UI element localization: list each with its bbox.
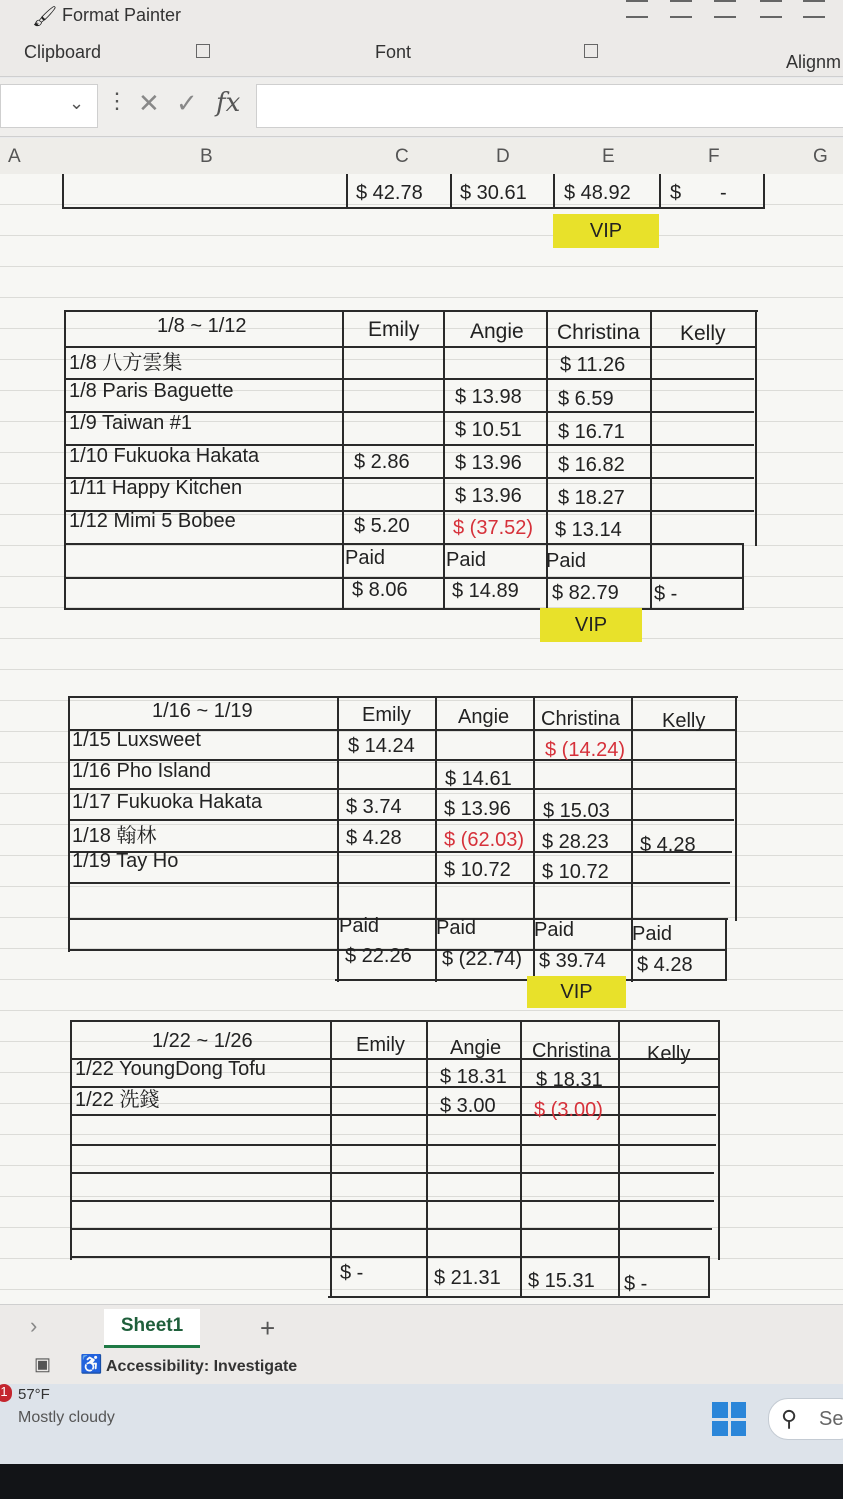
chevron-down-icon[interactable]: ⌄ xyxy=(69,93,85,113)
name-box[interactable] xyxy=(0,84,98,128)
search-label: Se xyxy=(819,1408,843,1430)
add-sheet-button[interactable]: + xyxy=(260,1313,276,1343)
alignment-group-label: Alignm xyxy=(786,52,842,72)
grid-line xyxy=(763,174,765,208)
grid-line xyxy=(618,1020,620,1298)
table1-cell[interactable]: $ 13.96 xyxy=(455,452,522,474)
top-total-kelly[interactable]: $ xyxy=(670,182,682,204)
grid-line xyxy=(735,696,737,921)
format-painter-icon[interactable]: 🖌 xyxy=(32,6,58,28)
grid-line xyxy=(70,1228,712,1230)
grid-line xyxy=(346,174,348,208)
table1-cell[interactable]: $ 5.20 xyxy=(354,515,410,537)
grid-line xyxy=(337,696,339,982)
table1-paid[interactable]: Paid xyxy=(345,547,386,569)
table2-cell[interactable]: $ 10.72 xyxy=(444,859,511,881)
grid-line xyxy=(450,174,452,208)
table2-header-christina[interactable]: Christina xyxy=(541,708,620,730)
vip-badge[interactable]: VIP xyxy=(553,214,659,248)
grid-line xyxy=(520,1020,522,1298)
table2-row-name[interactable]: 1/19 Tay Ho xyxy=(72,850,179,872)
grid-line xyxy=(553,174,555,208)
sheet-tab-sheet1[interactable]: Sheet1 xyxy=(104,1309,200,1348)
table2-paid[interactable]: Paid xyxy=(534,919,575,941)
table2-paid[interactable]: Paid xyxy=(632,923,673,945)
column-header-a[interactable]: A xyxy=(8,146,21,167)
table3-cell[interactable]: $ 3.00 xyxy=(440,1095,496,1117)
grid-line xyxy=(70,1020,72,1260)
taskbar xyxy=(0,1384,843,1464)
table3-total-angie[interactable]: $ 21.31 xyxy=(434,1267,501,1289)
table3-total-christina[interactable]: $ 15.31 xyxy=(528,1270,595,1292)
align-right-icon[interactable] xyxy=(714,0,736,18)
grid-line xyxy=(755,310,757,546)
table1-row-name[interactable]: 1/11 Happy Kitchen xyxy=(69,477,243,499)
table2-cell[interactable]: $ 13.96 xyxy=(444,798,511,820)
sheet-grid[interactable] xyxy=(0,174,843,1304)
sheet-tab-bar xyxy=(0,1304,843,1351)
table2-cell[interactable]: $ 14.61 xyxy=(445,768,512,790)
table2-paid[interactable]: Paid xyxy=(436,917,477,939)
table1-cell[interactable]: $ 18.27 xyxy=(558,487,625,509)
table3-row-name[interactable]: 1/22 YoungDong Tofu xyxy=(75,1058,266,1080)
table1-title[interactable]: 1/8 ~ 1/12 xyxy=(157,315,247,337)
grid-line xyxy=(70,1256,710,1258)
column-headers xyxy=(0,138,843,175)
table3-cell[interactable]: $ 18.31 xyxy=(440,1066,507,1088)
table2-cell[interactable]: $ 15.03 xyxy=(543,800,610,822)
grid-line xyxy=(68,788,736,790)
windows-start-icon[interactable] xyxy=(712,1402,746,1436)
grid-line xyxy=(443,310,445,610)
table3-cell-negative[interactable]: $ (3.00) xyxy=(534,1099,603,1121)
grid-line xyxy=(659,174,661,208)
table2-cell[interactable]: $ 4.28 xyxy=(640,834,696,856)
table1-row-name[interactable]: 1/8 Paris Baguette xyxy=(69,380,234,402)
grid-line xyxy=(68,819,734,821)
grid-line xyxy=(742,543,744,610)
grid-line xyxy=(68,696,738,698)
increase-indent-icon[interactable] xyxy=(803,0,825,18)
table3-header-christina[interactable]: Christina xyxy=(532,1040,611,1062)
grid-line xyxy=(328,1296,710,1298)
table1-header-kelly[interactable]: Kelly xyxy=(680,322,726,345)
vip-badge[interactable]: VIP xyxy=(527,976,626,1008)
table2-row-name[interactable]: 1/17 Fukuoka Hakata xyxy=(72,791,263,813)
table2-header-kelly[interactable]: Kelly xyxy=(662,710,706,732)
table1-cell[interactable]: $ 16.82 xyxy=(558,454,625,476)
column-header-d[interactable]: D xyxy=(496,146,510,167)
table1-total-emily[interactable]: $ 8.06 xyxy=(352,579,408,601)
weather-desc[interactable]: Mostly cloudy xyxy=(18,1409,115,1426)
notification-badge[interactable]: 1 xyxy=(0,1384,12,1402)
table1-cell[interactable]: $ 11.26 xyxy=(560,354,626,376)
macro-recorder-icon[interactable]: ▣ xyxy=(34,1354,52,1374)
grid-line xyxy=(64,310,66,610)
table1-cell[interactable]: $ 6.59 xyxy=(558,388,614,410)
table1-row-name[interactable]: 1/10 Fukuoka Hakata xyxy=(69,445,260,467)
table1-row-name[interactable]: 1/8 八方雲集 xyxy=(69,352,183,374)
top-total-angie[interactable]: $ 30.61 xyxy=(460,182,527,204)
grid-line xyxy=(426,1020,428,1298)
monitor-bezel xyxy=(0,1464,843,1499)
grid-line xyxy=(68,918,728,920)
grid-line xyxy=(70,1020,720,1022)
table1-cell[interactable]: $ 13.98 xyxy=(455,386,522,408)
table1-cell[interactable]: $ 13.96 xyxy=(455,485,522,507)
table1-total-christina[interactable]: $ 82.79 xyxy=(552,582,619,604)
insert-function-icon[interactable]: fx xyxy=(216,88,241,118)
column-header-g[interactable]: G xyxy=(813,146,828,167)
cancel-icon[interactable]: ✕ xyxy=(138,88,160,118)
clipboard-launcher-icon[interactable] xyxy=(196,44,210,58)
table3-header-emily[interactable]: Emily xyxy=(356,1034,405,1056)
table1-cell[interactable]: $ 10.51 xyxy=(455,419,522,441)
table3-total-emily[interactable]: $ - xyxy=(340,1262,364,1284)
taskbar-search[interactable] xyxy=(768,1398,843,1440)
table2-paid[interactable]: Paid xyxy=(339,915,380,937)
formula-bar xyxy=(0,78,843,137)
ribbon xyxy=(0,0,843,77)
table1-paid[interactable]: Paid xyxy=(546,550,587,572)
grid-line xyxy=(708,1256,710,1298)
grid-line xyxy=(725,918,727,981)
font-launcher-icon[interactable] xyxy=(584,44,598,58)
table3-header-kelly[interactable]: Kelly xyxy=(647,1043,691,1065)
table2-header-emily[interactable]: Emily xyxy=(362,704,411,726)
column-header-f[interactable]: F xyxy=(708,146,720,167)
accessibility-icon[interactable]: ♿ xyxy=(80,1354,103,1374)
table2-cell[interactable]: $ 28.23 xyxy=(542,831,609,853)
table2-total-emily[interactable]: $ 22.26 xyxy=(345,945,412,967)
table1-header-angie[interactable]: Angie xyxy=(470,320,524,343)
grid-line xyxy=(650,310,652,610)
font-group-label: Font xyxy=(375,42,412,62)
weather-temp[interactable]: 57°F xyxy=(18,1386,50,1403)
table2-header-angie[interactable]: Angie xyxy=(458,706,510,728)
top-total-christina[interactable]: $ 48.92 xyxy=(564,182,631,204)
grid-line xyxy=(68,696,70,952)
table1-cell-negative[interactable]: $ (37.52) xyxy=(453,517,534,539)
table1-cell[interactable]: $ 2.86 xyxy=(354,451,410,473)
column-header-c[interactable]: C xyxy=(395,146,409,167)
table2-total-angie[interactable]: $ (22.74) xyxy=(442,948,523,970)
chevron-right-icon[interactable]: › xyxy=(30,1313,38,1338)
formula-input[interactable] xyxy=(256,84,843,128)
table2-cell[interactable]: $ 4.28 xyxy=(346,827,402,849)
status-bar xyxy=(0,1350,843,1384)
top-total-emily[interactable]: $ 42.78 xyxy=(356,182,423,204)
vip-badge[interactable]: VIP xyxy=(540,608,642,642)
table2-cell[interactable]: $ 10.72 xyxy=(542,861,609,883)
grid-line xyxy=(62,174,64,208)
table2-cell[interactable]: $ 3.74 xyxy=(346,796,402,818)
table1-header-emily[interactable]: Emily xyxy=(368,318,420,341)
table1-cell[interactable]: $ 16.71 xyxy=(558,421,625,443)
table1-row-name[interactable]: 1/12 Mimi 5 Bobee xyxy=(69,510,236,532)
table3-cell[interactable]: $ 18.31 xyxy=(536,1069,603,1091)
table1-total-angie[interactable]: $ 14.89 xyxy=(452,580,519,602)
table1-total-kelly[interactable]: $ - xyxy=(654,583,678,605)
format-painter-button[interactable]: Format Painter xyxy=(62,5,182,25)
grid-line xyxy=(70,1086,718,1088)
table2-cell[interactable]: $ 14.24 xyxy=(348,735,415,757)
table2-cell-negative[interactable]: $ (62.03) xyxy=(444,829,525,851)
decrease-indent-icon[interactable] xyxy=(760,0,782,18)
align-center-icon[interactable] xyxy=(670,0,692,18)
table2-row-name[interactable]: 1/16 Pho Island xyxy=(72,760,211,782)
table2-title[interactable]: 1/16 ~ 1/19 xyxy=(152,700,253,722)
table1-row-name[interactable]: 1/9 Taiwan #1 xyxy=(69,412,193,434)
table2-total-christina[interactable]: $ 39.74 xyxy=(539,950,606,972)
accessibility-status[interactable]: Accessibility: Investigate xyxy=(106,1358,298,1375)
grid-line xyxy=(342,310,344,610)
align-left-icon[interactable] xyxy=(626,0,648,18)
more-options-icon[interactable]: ⋮ xyxy=(106,88,128,113)
grid-line xyxy=(718,1020,720,1260)
table3-header-angie[interactable]: Angie xyxy=(450,1037,502,1059)
search-icon: ⚲ xyxy=(781,1406,798,1431)
enter-icon[interactable]: ✓ xyxy=(176,88,198,118)
table2-row-name[interactable]: 1/18 翰林 xyxy=(72,825,157,847)
table1-paid[interactable]: Paid xyxy=(446,549,487,571)
grid-line xyxy=(64,310,758,312)
grid-line xyxy=(330,1020,332,1298)
table1-header-christina[interactable]: Christina xyxy=(557,321,640,344)
clipboard-group-label: Clipboard xyxy=(24,42,102,62)
table2-total-kelly[interactable]: $ 4.28 xyxy=(637,954,693,976)
table2-cell-negative[interactable]: $ (14.24) xyxy=(545,739,626,761)
table1-cell[interactable]: $ 13.14 xyxy=(555,519,622,541)
top-total-kelly-dash[interactable]: - xyxy=(720,182,727,204)
table2-row-name[interactable]: 1/15 Luxsweet xyxy=(72,729,201,751)
table3-total-kelly[interactable]: $ - xyxy=(624,1273,648,1295)
table3-title[interactable]: 1/22 ~ 1/26 xyxy=(152,1030,253,1052)
table3-row-name[interactable]: 1/22 洗錢 xyxy=(75,1089,160,1111)
column-header-b[interactable]: B xyxy=(200,146,213,167)
grid-line xyxy=(64,543,744,545)
column-header-e[interactable]: E xyxy=(602,146,615,167)
